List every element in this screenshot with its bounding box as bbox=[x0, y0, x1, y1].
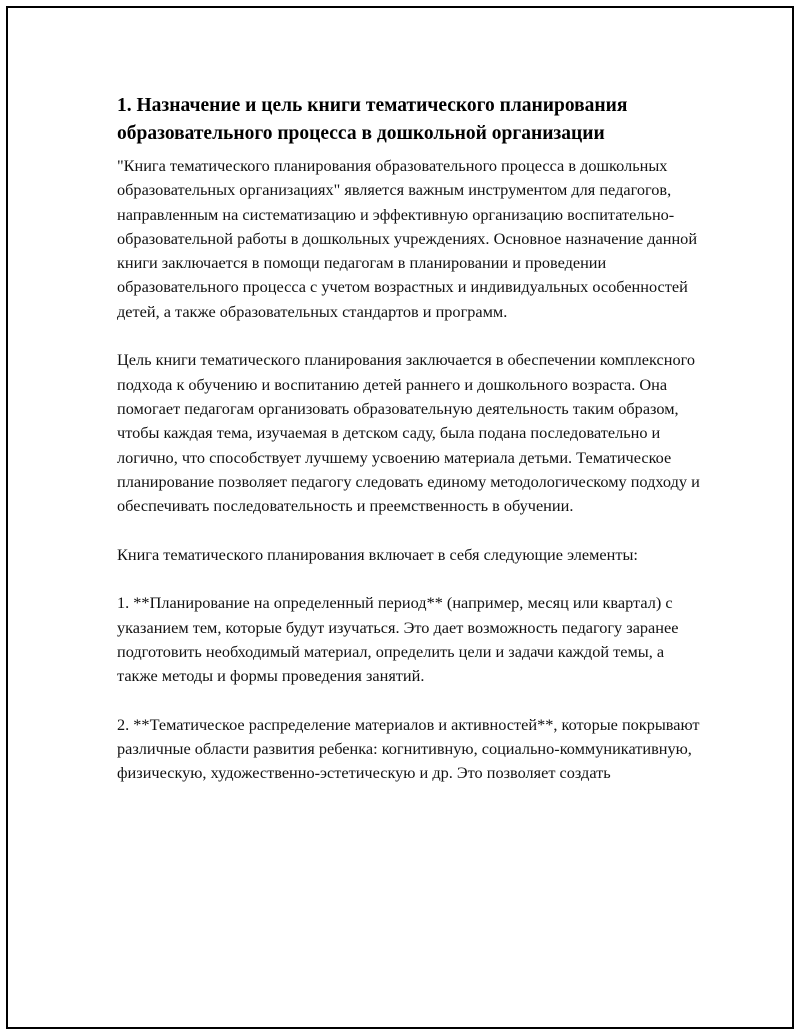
document-body bbox=[117, 92, 707, 810]
paragraph-item-1: 1. **Планирование на определенный период** (например, месяц или квартал) с указанием тем, которые будут изучаться. Это дает возможность педагогу заранее подготовить необходимый материал, определить цели и задачи каждой темы, а также методы и формы проведения занятий. bbox=[117, 593, 679, 686]
section-heading: 1. Назначение и цель книги тематического планирования образовательного процесса в дошкольной организации bbox=[117, 95, 628, 144]
paragraph-goal: Цель книги тематического планирования заключается в обеспечении комплексного подхода к обучению и воспитанию детей раннего и дошкольного возраста. Она помогает педагогам организовать образовательную деятельность таким образом, чтобы каждая тема, изучаемая в детском саду, была подана последовательно и логично, что способствует лучшему усвоению материала детьми. Тематическое планирование позволяет педагогу следовать единому методологическому подходу и обеспечивать последовательность и преемственность в обучении. bbox=[117, 350, 700, 516]
paragraph-purpose: "Книга тематического планирования образовательного процесса в дошкольных образовательных организациях" является важным инструментом для педагогов, направленным на систематизацию и эффективную организацию воспитательно-образовательной работы в дошкольных учреждениях. Основное назначение данной книги заключается в помощи педагогам в планировании и проведении образовательного процесса с учетом возрастных и индивидуальных особенностей детей, а также образовательных стандартов и программ. bbox=[117, 156, 698, 321]
paragraph-item-2: 2. **Тематическое распределение материалов и активностей**, которые покрывают различные области развития ребенка: когнитивную, социально-коммуникативную, физическую, художественно-эстетическую и др. Это позволяет создать bbox=[117, 714, 700, 783]
paragraph-elements-intro: Книга тематического планирования включает в себя следующие элементы: bbox=[117, 544, 638, 564]
